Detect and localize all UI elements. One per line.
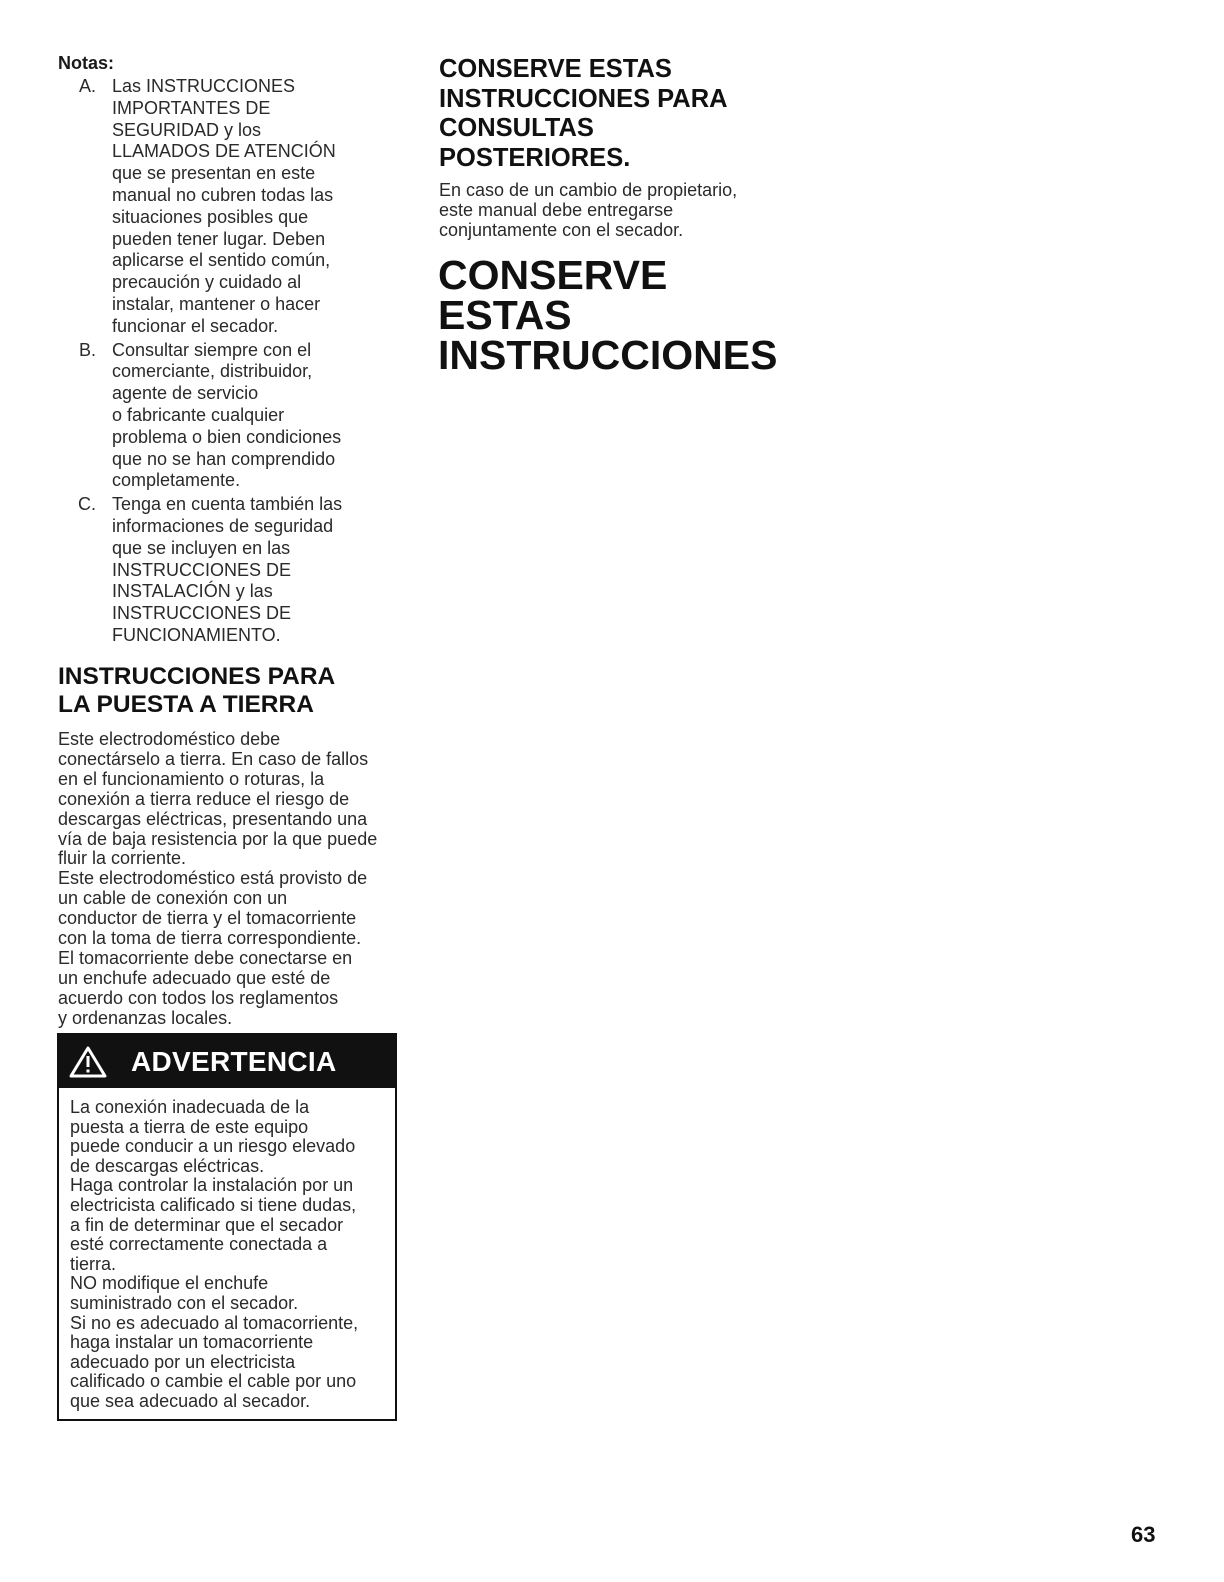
note-letter: B. (78, 339, 96, 360)
warning-title: ADVERTENCIA (131, 1045, 337, 1077)
keep-big-title: CONSERVE ESTAS INSTRUCCIONES (438, 252, 778, 378)
note-letter: A. (78, 76, 96, 96)
note-item-b (58, 340, 398, 493)
warning-triangle-icon (69, 1045, 107, 1079)
note-text: Consultar siempre con el comerciante, distribuidor, agente de servicio o fabricante cualquier problema o bien condiciones que no se han comprendido completamente. (112, 339, 342, 491)
note-item-a (58, 76, 398, 338)
note-letter: C. (78, 494, 96, 515)
page-number: 63 (1131, 1522, 1156, 1547)
warning-box (57, 1033, 397, 1421)
grounding-body: Este electrodoméstico debe conectárselo a tierra. En caso de fallos en el funcionamiento o roturas, la conexión a tierra reduce el riesgo de descargas eléctricas, presentando una vía de baja resistencia por la que puede fluir la corriente. Este electrodoméstico está provisto de un cable de conexión con un conductor de tierra y el tomacorriente con la toma de tierra correspondiente. El tomacorriente debe conectarse en un enchufe adecuado que esté de acuerdo con todos los reglamentos y ordenanzas locales. (58, 729, 378, 1028)
note-text: Las INSTRUCCIONES IMPORTANTES DE SEGURIDAD y los LLAMADOS DE ATENCIÓN que se presentan en este manual no cubren todas las situaciones posibles que pueden tener lugar. Deben aplicarse el sentido común, precaución y cuidado al instalar, mantener o hacer funcionar el secador. (112, 76, 336, 336)
keep-body: En caso de un cambio de propietario, este manual debe entregarse conjuntamente con el secador. (439, 180, 738, 240)
keep-heading: CONSERVE ESTAS INSTRUCCIONES PARA CONSULTAS POSTERIORES. (439, 55, 728, 172)
warning-header (59, 1035, 395, 1088)
note-text: Tenga en cuenta también las informaciones de seguridad que se incluyen en las INSTRUCCIONES DE INSTALACIÓN y las INSTRUCCIONES DE FUNCIONAMIENTO. (112, 494, 343, 645)
grounding-heading: INSTRUCCIONES PARA LA PUESTA A TIERRA (58, 663, 336, 718)
notes-section (58, 52, 398, 647)
notes-label: Notas: (58, 53, 115, 73)
note-item-c (58, 494, 398, 647)
warning-body: La conexión inadecuada de la puesta a tierra de este equipo puede conducir a un riesgo elevado de descargas eléctricas. Haga controlar la instalación por un electricista calificado si tiene dudas, a fin de determinar que el secador esté correctamente conectada a tierra. NO modifique el enchufe suministrado con el secador. Si no es adecuado al tomacorriente, haga instalar un tomacorriente adecuado por un electricista calificado o cambie el cable por uno que sea adecuado al secador. (70, 1097, 359, 1411)
